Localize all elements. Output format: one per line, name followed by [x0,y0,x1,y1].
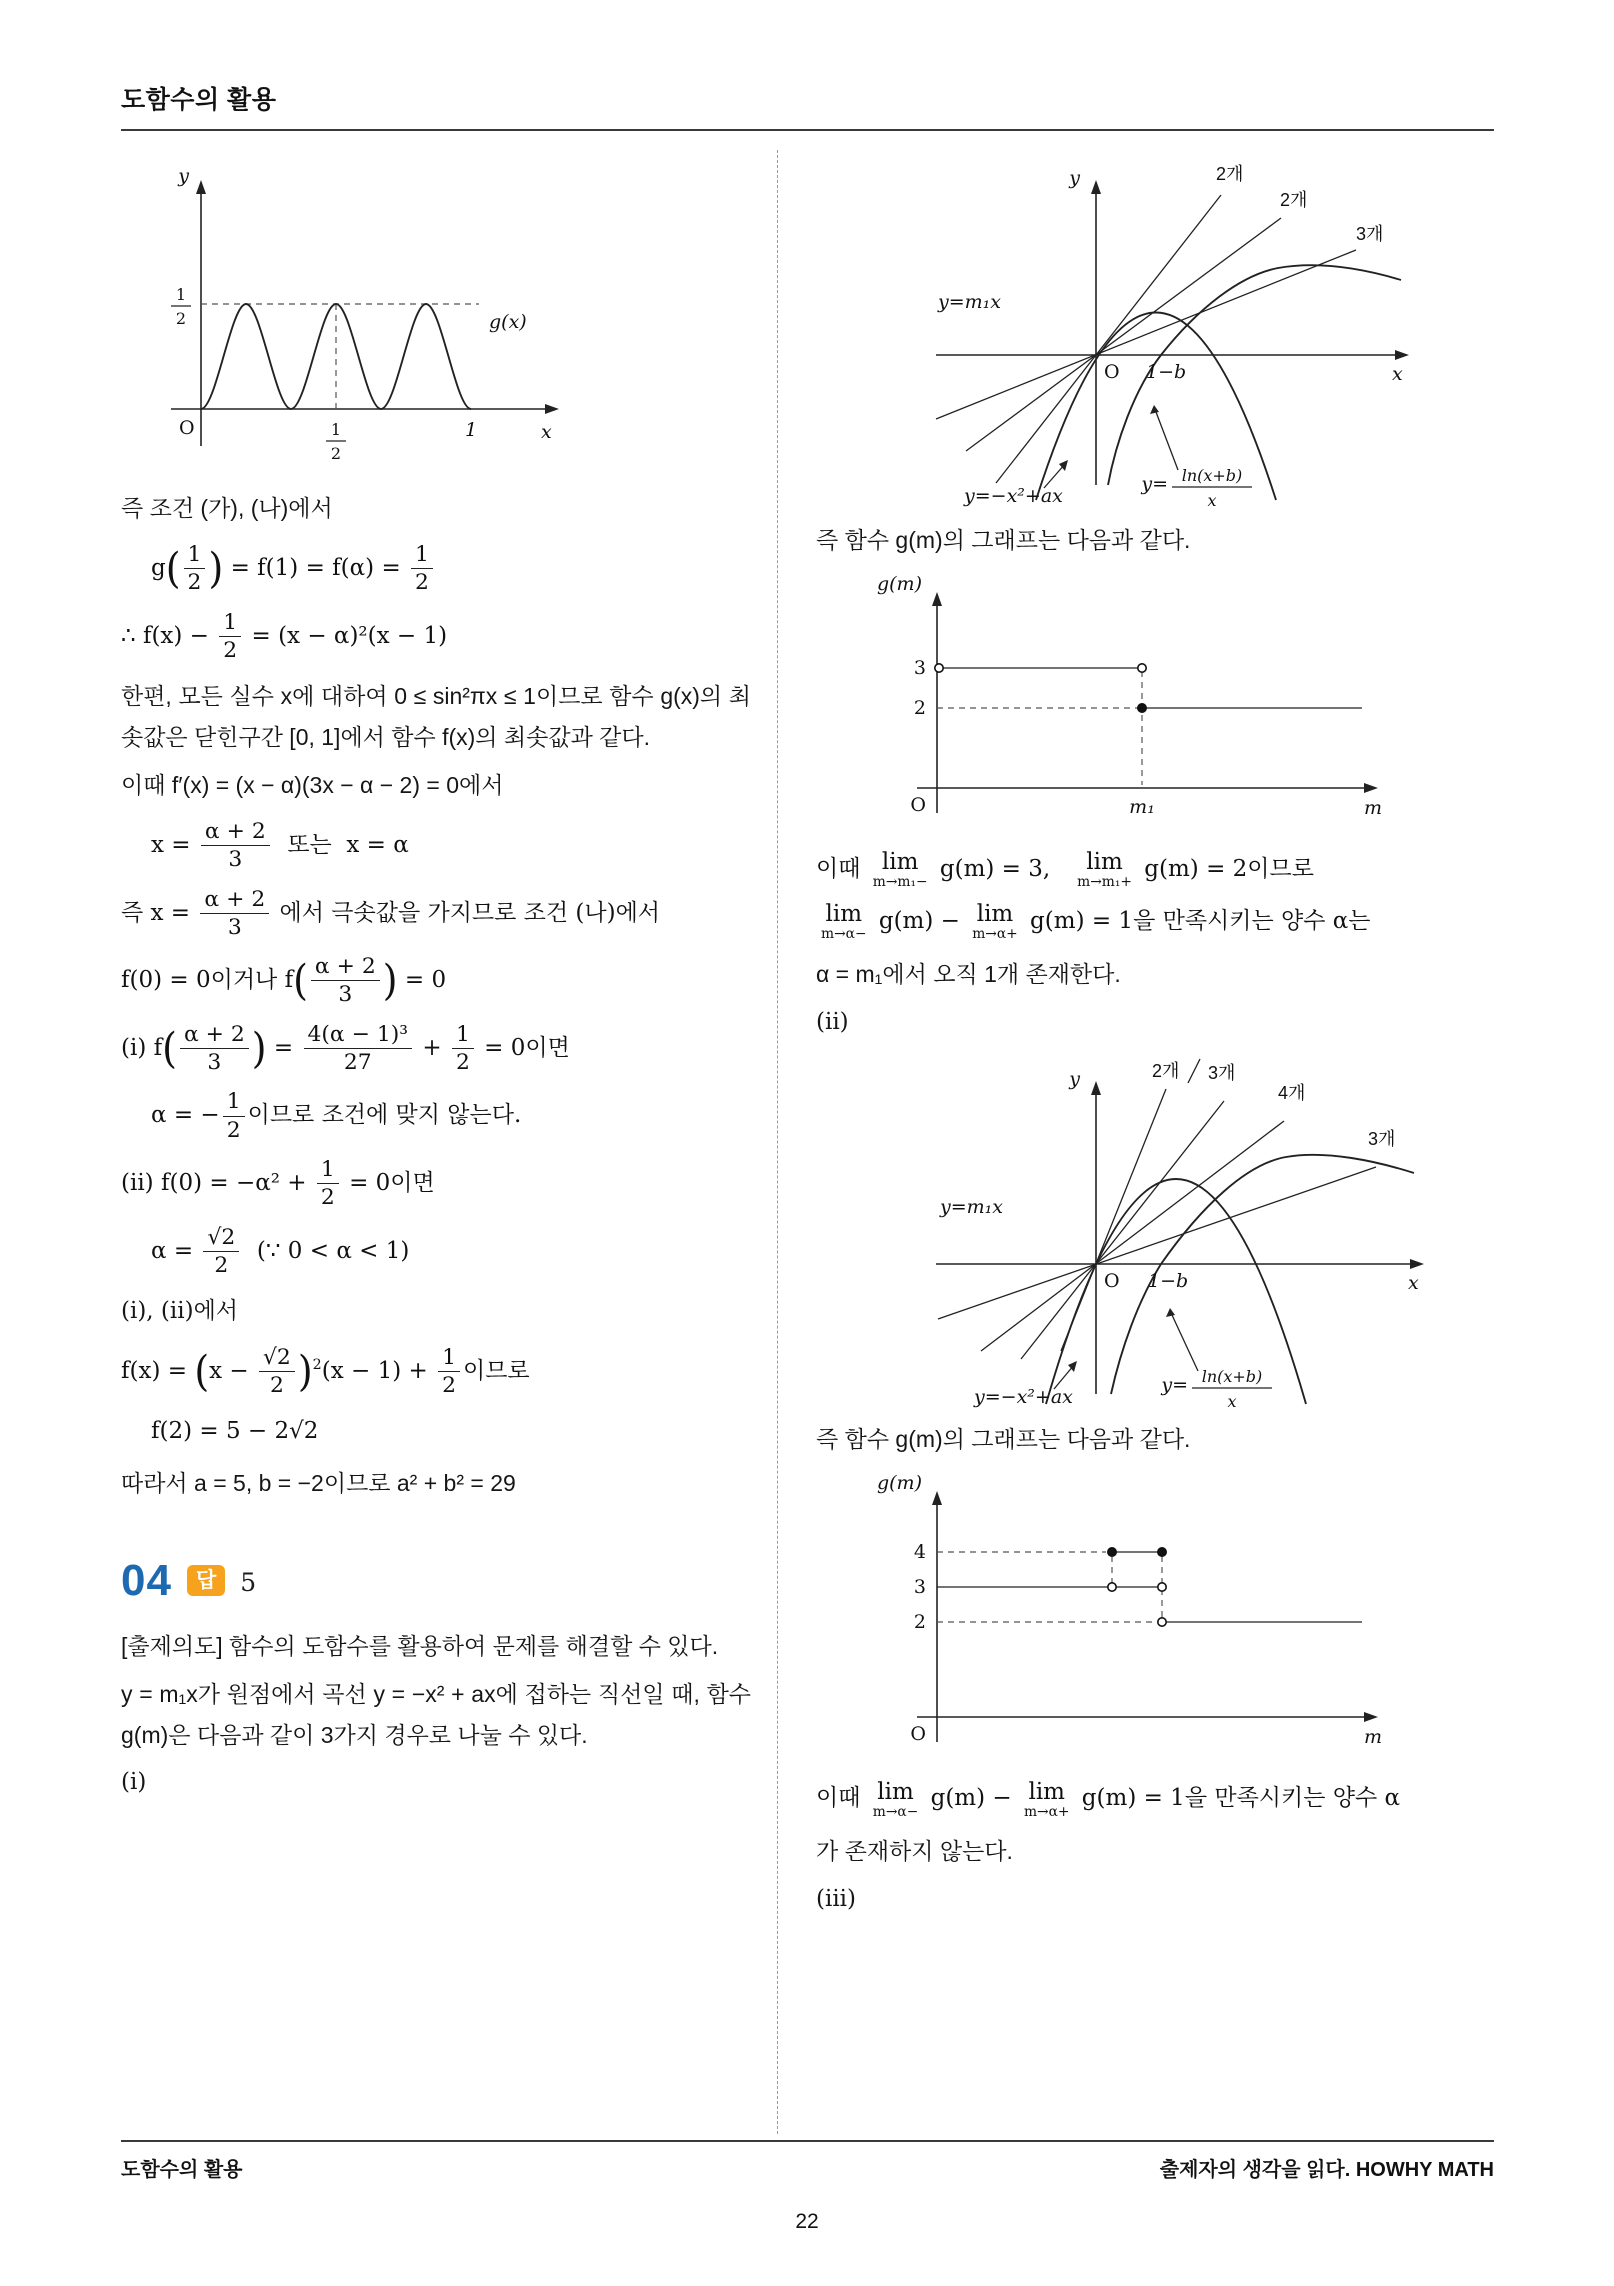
paragraph-graph-intro-2: 즉 함수 g(m)의 그래프는 다음과 같다. [816,1426,1191,1453]
y-axis-label: y [1069,1068,1080,1091]
open-point-m2-2 [1158,1618,1166,1626]
paragraph-cases-combined: (i), (ii)에서 [121,1298,239,1325]
paragraph-condition: 즉 조건 (가), (나)에서 [121,495,333,521]
answer-value: 5 [240,1568,257,1598]
equation-fx-final: f(x) = (x − $\frac{√2}{2}$ )$^2$(x − 1) + $\frac{1}{2}$ 이므로 [121,1345,530,1399]
x-axis-label: x [1392,363,1403,385]
ln-label-num: ln(x+b) [1201,1367,1263,1387]
open-point-m1-3 [1138,664,1146,672]
count-label-3: 4개 [1278,1083,1306,1104]
footer [121,2153,1494,2182]
origin-label: O [1104,1270,1120,1293]
equation-critical-x: x = $\frac{\alpha + 2}{3}$ 또는 x = α [151,818,409,873]
ln-pointer-arrow [1166,1308,1175,1317]
x-axis-arrow [545,404,559,414]
open-point-left [935,664,943,672]
equation-local-min: 즉 x = $\frac{\alpha + 2}{3}$ 에서 극솟값을 가지므로 조건 (나)에서 [121,886,661,940]
y-axis-arrow [932,1491,942,1505]
gm-axis-label: g(m) [876,1472,922,1495]
origin-label: O [910,793,926,816]
x-axis-arrow [1364,1712,1378,1722]
x-axis-label: x [1408,1272,1419,1295]
paragraph-graph-intro-1: 즉 함수 g(m)의 그래프는 다음과 같다. [816,527,1191,553]
problem-number: 04 [121,1555,172,1605]
tick-3: 3 [913,656,926,679]
origin-label: O [910,1723,926,1746]
case-iii-label: (iii) [816,1886,857,1913]
footer-left-text: 도함수의 활용 [121,2159,243,2181]
y-axis-arrow [932,592,942,606]
graph-case-i-curves [816,150,1416,510]
m-axis-label: m [1364,796,1383,819]
y-axis-arrow [1091,1081,1101,1095]
m-axis-label: m [1364,1726,1383,1749]
equation-f2-value: f(2) = 5 − 2√2 [151,1417,319,1444]
fan-line-2 [966,218,1281,451]
equation-limit-difference-2: 이때 lim m→α− g(m) − lim m→α+ g(m) = 1을 만족시키는 양수 α [816,1778,1401,1820]
x-axis-arrow [1410,1259,1424,1269]
count-label-2: 2개 [1280,190,1308,210]
ln-pointer-arrow [1150,405,1159,414]
count-label-2: 3개 [1208,1063,1236,1084]
header-rule [121,129,1494,131]
closed-point-m2-4 [1158,1548,1167,1557]
count-label-3: 3개 [1356,224,1384,244]
one-minus-b-label: 1−b [1146,361,1187,383]
equation-case-i: (i) f( $\frac{\alpha + 2}{3}$ ) = $\frac{\text{4(α − 1)³}}{27}$ + $\frac{1}{2}$ = 0이면 [121,1021,570,1076]
count-label-4: 3개 [1368,1129,1396,1150]
case-i-label: (i) [121,1769,147,1796]
paragraph-exists: α = m₁에서 오직 1개 존재한다. [816,960,1121,987]
content-area [121,150,1494,2134]
tick-2: 2 [913,1611,926,1634]
paragraph-intent: [출제의도] 함수의 도함수를 활용하여 문제를 해결할 수 있다. [121,1632,719,1659]
graph-gm-step-case-ii [842,1467,1402,1767]
parabola-label: y=−x²+ax [964,485,1063,507]
origin-label: O [179,417,195,439]
x-axis-arrow [1364,783,1378,793]
open-point-m2-3 [1158,1583,1166,1591]
open-point-m1-3 [1108,1583,1116,1591]
count-label-1: 2개 [1152,1061,1180,1082]
closed-point-m1-2 [1138,703,1147,712]
closed-point-m1-4 [1108,1548,1117,1557]
footer-rule [121,2140,1494,2142]
y-axis-arrow [196,180,206,194]
graph-case-ii-curves [816,1049,1436,1409]
ln-pointer [1172,1315,1198,1371]
y-half-num: 1 [175,285,187,304]
equation-limit-difference: lim m→α− g(m) − lim m→α+ g(m) = 1을 만족시키는 양수 α는 [821,900,1371,943]
m1-label: m₁ [1129,795,1155,818]
equation-alpha-value: α = $\frac{√2}{2}$ (∵ 0 < α < 1) [151,1224,410,1278]
fan-line-m1 [938,1167,1376,1319]
origin-label: O [1104,361,1120,383]
fan-line-3 [981,1121,1284,1351]
graph-gm-step-case-i [842,568,1402,838]
parabola-label: y=−x²+ax [974,1386,1073,1409]
right-column [778,150,1494,2134]
paragraph-result: 따라서 a = 5, b = −2이므로 a² + b² = 29 [121,1469,516,1496]
tick-3: 3 [913,1576,926,1599]
curve-label-gx: g(x) [489,311,527,333]
fan-line-m1 [936,250,1356,419]
page-number: 22 [795,2210,819,2233]
paragraph-derivative: 이때 f′(x) = (x − α)(3x − α − 2) = 0에서 [121,772,504,798]
x-half-den: 2 [330,444,342,463]
ln-label-pre: y= [1141,473,1168,495]
tangent-line-label: y=m₁x [940,1196,1004,1219]
problem-04-header [121,1556,751,1606]
x-half-num: 1 [330,420,342,439]
count-label-1: 2개 [1216,164,1244,184]
count-separator [1188,1059,1200,1083]
paragraph-hanpyeon: 한편, 모든 실수 x에 대하여 0 ≤ sin²πx ≤ 1이므로 함수 g(x)의 최솟값은 닫힌구간 [0, 1]에서 함수 f(x)의 최솟값과 같다. [121,683,751,751]
x-one-label: 1 [464,419,478,441]
page-header-title: 도함수의 활용 [121,86,277,114]
one-minus-b-label: 1−b [1148,1270,1189,1293]
gm-axis-label: g(m) [876,572,922,595]
equation-case-ii: (ii) f(0) = −α² + $\frac{1}{2}$ = 0이면 [121,1156,435,1211]
paragraph-no-exist: 가 존재하지 않는다. [816,1838,1013,1865]
ln-pointer [1156,412,1178,470]
y-axis-label: y [178,165,189,187]
equation-limits-m1: 이때 lim m→m₁− g(m) = 3, lim m→m₁+ g(m) = 2이므로 [816,849,1314,891]
x-axis-label: x [541,421,552,443]
equation-f0-cases: f(0) = 0이거나 f( $\frac{\alpha + 2}{3}$ ) = 0 [121,954,447,1008]
tick-4: 4 [913,1541,926,1564]
ln-label-pre: y= [1161,1374,1188,1397]
ln-label-den: x [1207,491,1217,510]
footer-right-text: 출제자의 생각을 읽다. HOWHY MATH [1159,2159,1494,2181]
ln-label-num: ln(x+b) [1181,466,1243,485]
y-axis-arrow [1091,180,1101,194]
ln-label-den: x [1227,1392,1237,1410]
paragraph-description: y = m₁x가 원점에서 곡선 y = −x² + ax에 접하는 직선일 때, 함수 g(m)은 다음과 같이 3가지 경우로 나눌 수 있다. [121,1680,751,1748]
tangent-line-label: y=m₁x [938,291,1002,313]
left-column [121,150,777,2134]
tick-2: 2 [913,696,926,719]
case-ii-label: (ii) [816,1008,849,1035]
graph-g-oscillation [131,154,591,474]
equation-alpha-reject: α = − $\frac{1}{2}$ 이므로 조건에 맞지 않는다. [151,1089,522,1143]
y-axis-label: y [1069,167,1080,189]
y-half-den: 2 [175,309,187,328]
fan-line-1 [996,195,1221,483]
equation-f-form: ∴ f(x) − $\frac{1}{2}$ = (x − α)²(x − 1) [121,609,448,663]
x-axis-arrow [1395,350,1409,360]
answer-badge: 답 [187,1565,225,1596]
equation-g-half: g( $\frac{1}{2}$ ) = f(1) = f(α) = $\frac{1}{2}$ [151,541,751,597]
